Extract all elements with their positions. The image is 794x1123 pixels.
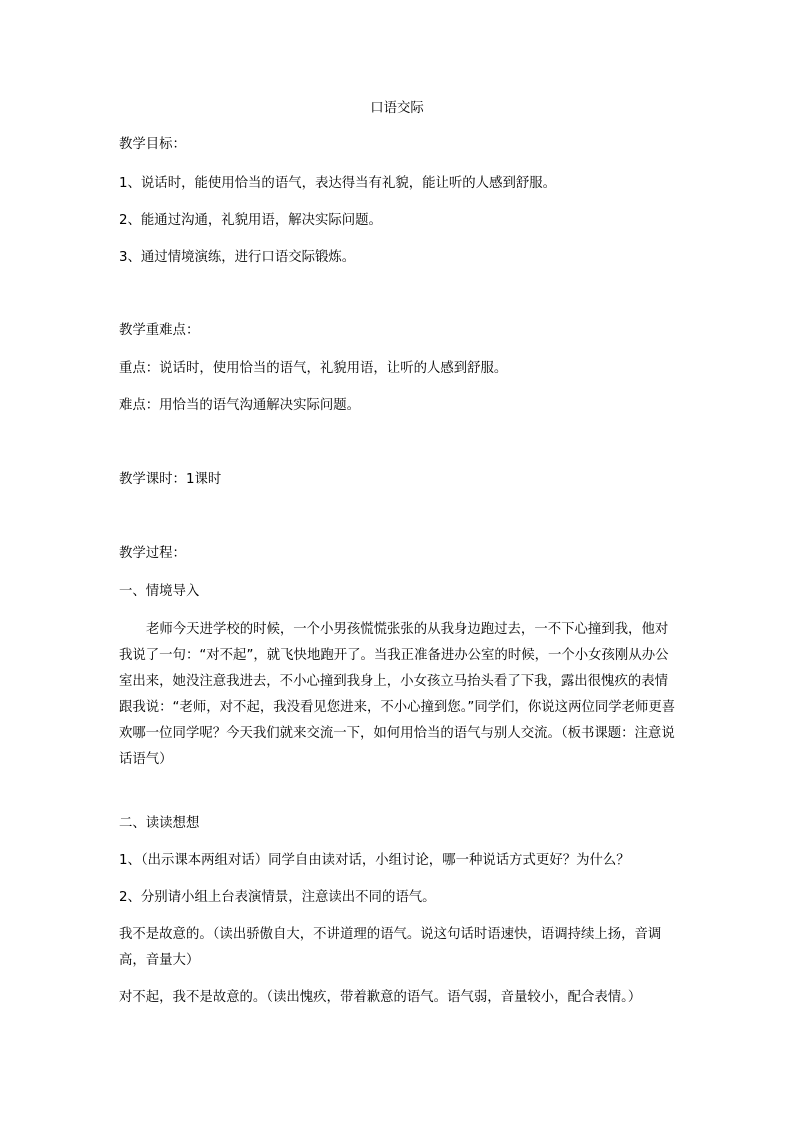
process-heading: 教学过程： <box>119 546 186 561</box>
section2-heading: 二、读读想想 <box>119 816 200 831</box>
example-2-text: 对不起，我不是故意的。（读出愧疚，带着歉意的语气。语气弱，音量较小，配合表情。） <box>119 990 642 1005</box>
objective-item-3: 3、通过情境演练，进行口语交际锻炼。 <box>119 250 356 265</box>
keypoints-heading: 教学重难点： <box>119 323 200 338</box>
section1-paragraph: 老师今天进学校的时候，一个小男孩慌慌张张的从我身边跑过去，一不下心撞到我，他对我说了一句：“对不起”，就飞快地跑开了。当我正准备进办公室的时候，一个小女孩刚从办公室出来，她没注意我进去，不小心撞到我身上，小女孩立马抬头看了下我，露出很愧疚的表情跟我说：“老师，对不起，我没看见您进来，不小心撞到您。”同学们，你说这两位同学老师更喜欢哪一位同学呢？今天我们就来交流一下，如何用恰当的语气与别人交流。（板书课题：注意说话语气） <box>119 622 676 767</box>
section1-heading: 一、情境导入 <box>119 584 200 599</box>
keypoint-text: 重点：说话时，使用恰当的语气，礼貌用语，让听的人感到舒服。 <box>119 361 508 376</box>
objective-item-2: 2、能通过沟通，礼貌用语，解决实际问题。 <box>119 213 382 228</box>
example-1-text: 我不是故意的。（读出骄傲自大，不讲道理的语气。说这句话时语速快，语调持续上扬，音调高，音量大） <box>119 927 662 968</box>
section2-item-1: 1、（出示课本两组对话）同学自由读对话，小组讨论，哪一种说话方式更好？为什么？ <box>119 853 630 868</box>
class-hours-text: 教学课时：1课时 <box>119 472 222 487</box>
section2-item-2: 2、分别请小组上台表演情景，注意读出不同的语气。 <box>119 890 436 905</box>
difficulty-text: 难点：用恰当的语气沟通解决实际问题。 <box>119 398 361 413</box>
page-title: 口语交际 <box>370 101 424 116</box>
objectives-heading: 教学目标： <box>119 137 186 152</box>
objective-item-1: 1、说话时，能使用恰当的语气，表达得当有礼貌，能让听的人感到舒服。 <box>119 176 557 191</box>
